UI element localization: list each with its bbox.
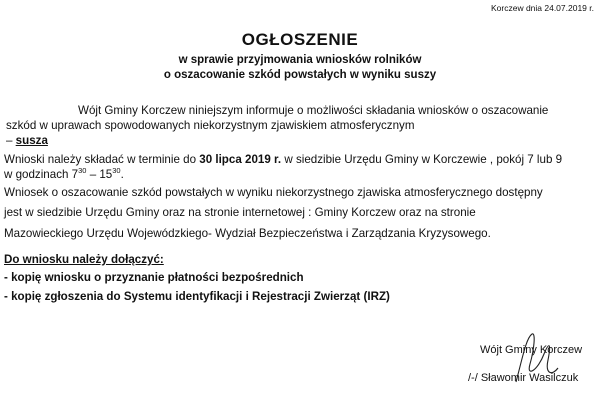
attachments-heading: Do wniosku należy dołączyć: <box>4 253 164 266</box>
document-subtitle-line1: w sprawie przyjmowania wniosków rolników <box>178 54 422 66</box>
hours-prefix: w godzinach 7 <box>4 168 79 181</box>
paragraph2-hours <box>4 167 124 182</box>
hours-suffix: . <box>120 168 124 181</box>
deadline-intro: Wnioski należy składać w terminie do <box>4 153 200 166</box>
drought-keyword: susza <box>15 134 48 147</box>
deadline-date: 30 lipca 2019 r. <box>199 153 282 166</box>
attachment-item: - kopię zgłoszenia do Systemu identyfikacji i Rejestracji Zwierząt (IRZ) <box>4 290 390 303</box>
paragraph1-line2: szkód w uprawach spowodowanych niekorzystnym zjawiskiem atmosferycznym <box>6 119 415 132</box>
signature-name: /-/ Sławomir Wasilczuk <box>468 372 579 384</box>
hours-to-minutes: 30 <box>112 166 121 175</box>
paragraph1-line3 <box>6 133 48 148</box>
document-date: Korczew dnia 24.07.2019 r. <box>490 3 594 13</box>
paragraph3-line1: Wniosek o oszacowanie szkód powstałych w wyniku niekorzystnego zjawiska atmosferycznego dostępny <box>4 186 543 199</box>
hours-from-minutes: 30 <box>78 166 87 175</box>
paragraph1-line1: Wójt Gminy Korczew niniejszym informuje o możliwości składania wniosków o oszacowanie <box>78 104 549 117</box>
document-title: OGŁOSZENIE <box>241 30 359 49</box>
signature-title: Wójt Gminy Korczew <box>480 344 583 356</box>
dash: – <box>6 134 16 147</box>
paragraph3-line2: jest w siedzibie Urzędu Gminy oraz na stronie internetowej : Gminy Korczew oraz na stronie <box>4 206 476 219</box>
paragraph2-line1 <box>4 152 562 167</box>
document-subtitle-line2: o oszacowanie szkód powstałych w wyniku suszy <box>163 69 437 81</box>
paragraph3-line3: Mazowieckiego Urzędu Wojewódzkiego- Wydział Bezpieczeństwa i Zarządzania Kryzysowego. <box>4 227 491 240</box>
deadline-place: w siedzibie Urzędu Gminy w Korczewie , pokój 7 lub 9 <box>281 153 563 166</box>
attachment-item: - kopię wniosku o przyznanie płatności bezpośrednich <box>4 271 304 284</box>
hours-mid: – 15 <box>86 168 113 181</box>
